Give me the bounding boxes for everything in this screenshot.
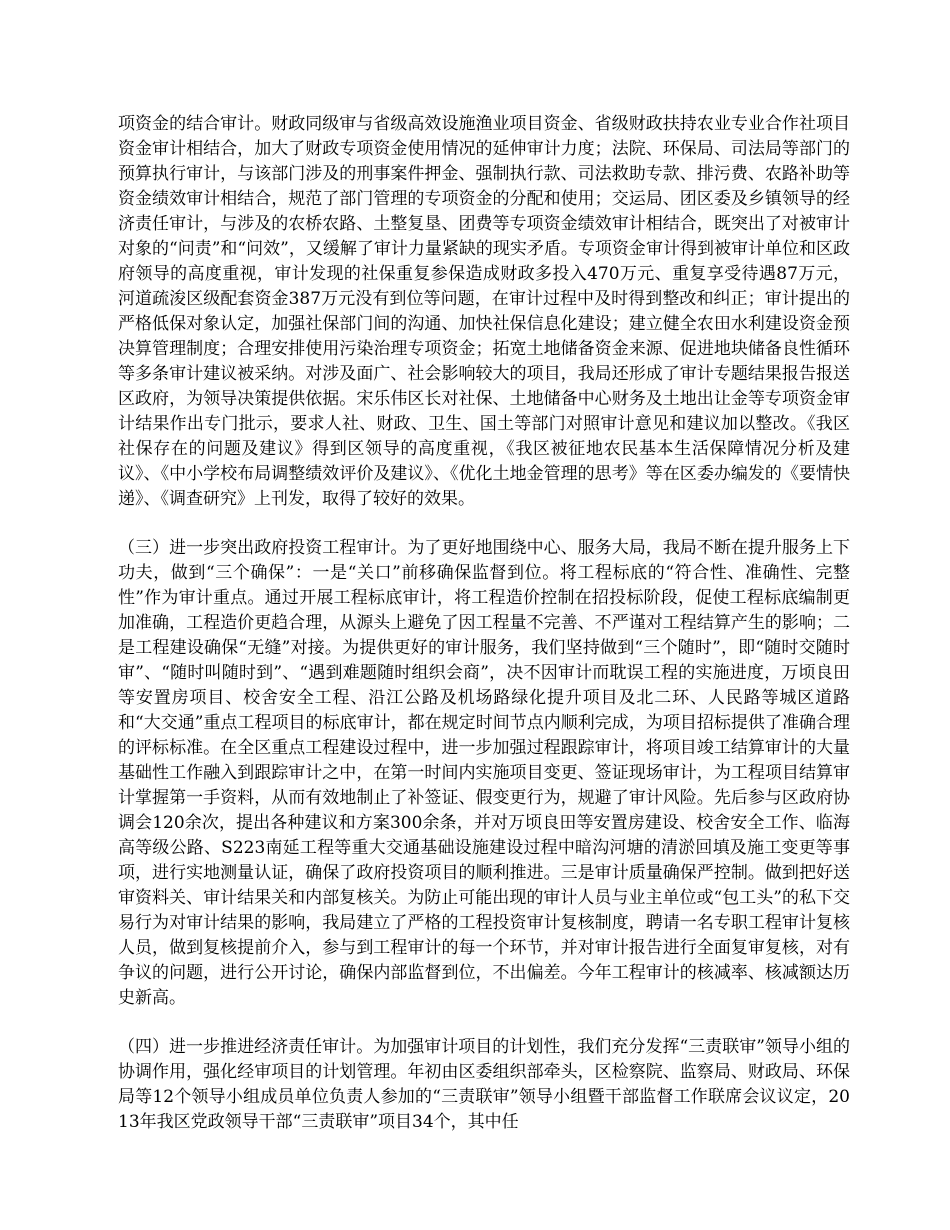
document-body [118, 112, 850, 1135]
paragraph-economic-responsibility-audit: （四）进一步推进经济责任审计。为加强审计项目的计划性，我们充分发挥“三责联审”领导小组的协调作用，强化经审项目的计划管理。年初由区委组织部牵头，区检察院、监察局、财政局、环保局等12个领导小组成员单位负责人参加的“三责联审”领导小组暨干部监督工作联席会议议定，2013年我区党政领导干部“三责联审”项目34个，其中任 [118, 1037, 850, 1132]
paragraph-special-funds-audit: 项资金的结合审计。财政同级审与省级高效设施渔业项目资金、省级财政扶持农业专业合作社项目资金审计相结合，加大了财政专项资金使用情况的延伸审计力度；法院、环保局、司法局等部门的预算执行审计，与该部门涉及的刑事案件押金、强制执行款、司法救助专款、排污费、农路补助等资金绩效审计相结合，规范了部门管理的专项资金的分配和使用；交运局、团区委及乡镇领导的经济责任审计，与涉及的农桥农路、土整复垦、团费等专项资金绩效审计相结合，既突出了对被审计对象的“问责”和“问效”，又缓解了审计力量紧缺的现实矛盾。专项资金审计得到被审计单位和区政府领导的高度重视，审计发现的社保重复参保造成财政多投入470万元、重复享受待遇87万元，河道疏浚区级配套资金387万元没有到位等问题，在审计过程中及时得到整改和纠正；审计提出的严格低保对象认定，加强社保部门间的沟通、加快社保信息化建设；建立健全农田水利建设资金预决算管理制度；合理安排使用污染治理专项资金；拓宽土地储备资金来源、促进地块储备良性循环等多条审计建议被采纳。对涉及面广、社会影响较大的项目，我局还形成了审计专题结果报告报送区政府，为领导决策提供依据。宋乐伟区长对社保、土地储备中心财务及土地出让金等专项资金审计结果作出专门批示，要求人社、财政、卫生、国土等部门对照审计意见和建议加以整改。《我区社保存在的问题及建议》得到区领导的高度重视，《我区被征地农民基本生活保障情况分析及建议》、《中小学校布局调整绩效评价及建议》、《优化土地金管理的思考》等在区委办编发的《要情快递》、《调查研究》上刊发，取得了较好的效果。 [118, 114, 850, 509]
paragraph-government-investment-audit: （三）进一步突出政府投资工程审计。为了更好地围绕中心、服务大局，我局不断在提升服务上下功夫，做到“三个确保”：一是“关口”前移确保监督到位。将工程标底的“符合性、准确性、完整性”作为审计重点。通过开展工程标底审计，将工程造价控制在招投标阶段，促使工程标底编制更加准确，工程造价更趋合理，从源头上避免了因工程量不完善、不严谨对工程结算产生的影响；二是工程建设确保“无缝”对接。为提供更好的审计服务，我们坚持做到“三个随时”，即“随时交随时审”、“随时叫随时到”、“遇到难题随时组织会商”，决不因审计而耽误工程的实施进度，万顷良田等安置房项目、校舍安全工程、沿江公路及机场路绿化提升项目及北二环、人民路等城区道路和“大交通”重点工程项目的标底审计，都在规定时间节点内顺利完成，为项目招标提供了准确合理的评标标准。在全区重点工程建设过程中，进一步加强过程跟踪审计，将项目竣工结算审计的大量基础性工作融入到跟踪审计之中，在第一时间内实施项目变更、签证现场审计，为工程项目结算审计掌握第一手资料，从而有效地制止了补签证、假变更行为，规避了审计风险。先后参与区政府协调会120余次，提出各种建议和方案300余条，并对万顷良田等安置房建设、校舍安全工作、临海高等级公路、S223南延工程等重大交通基础设施建设过程中暗沟河塘的清淤回填及施工变更等事项，进行实地测量认证，确保了政府投资项目的顺利推进。三是审计质量确保严控制。做到把好送审资料关、审计结果关和内部复核关。为防止可能出现的审计人员与业主单位或“包工头”的私下交易行为对审计结果的影响，我局建立了严格的工程投资审计复核制度，聘请一名专职工程审计复核人员，做到复核提前介入，参与到工程审计的每一个环节，并对审计报告进行全面复审复核，对有争议的问题，进行公开讨论，确保内部监督到位，不出偏差。今年工程审计的核减率、核减额达历史新高。 [118, 538, 850, 1008]
